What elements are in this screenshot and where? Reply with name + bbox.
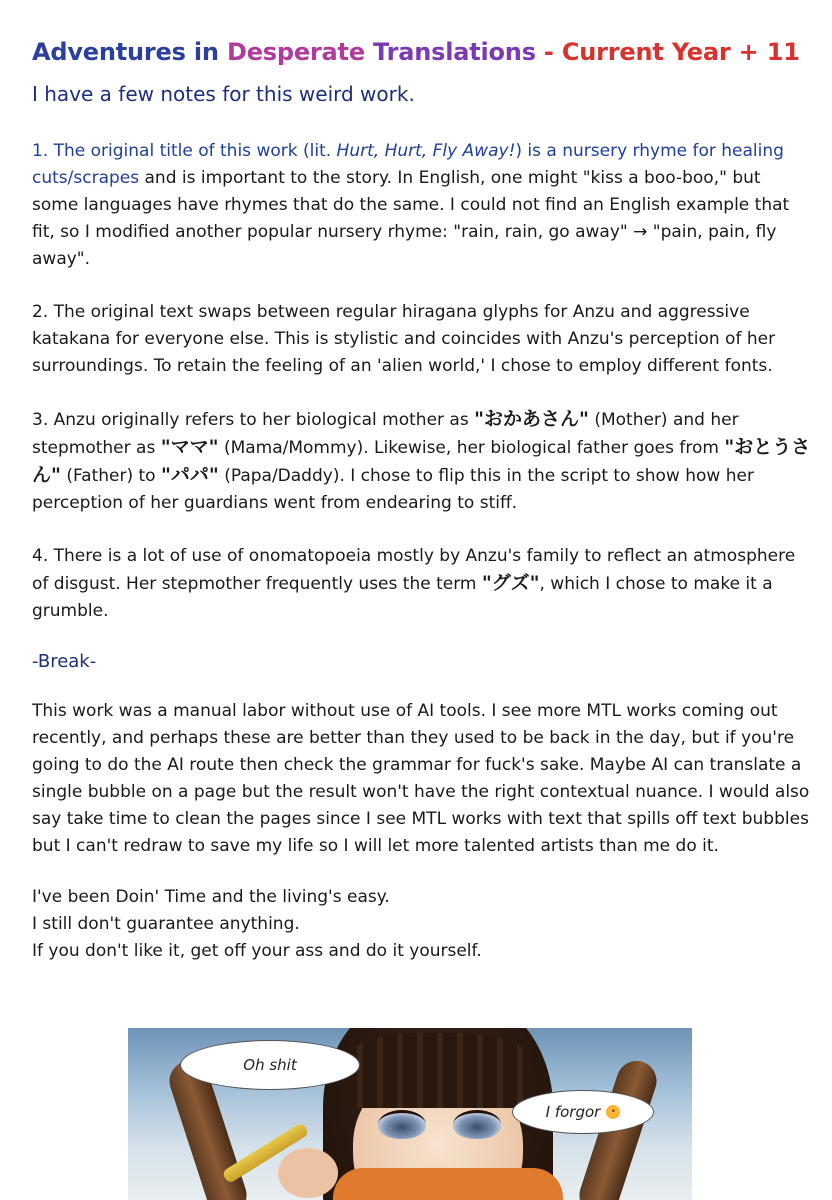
jp-guzu: "グズ" (481, 572, 540, 594)
left-eye (378, 1110, 426, 1139)
translation-notes-page (32, 38, 812, 965)
note-1-mid: ) is a nursery rhyme for (515, 141, 716, 161)
bubble-1-text: Oh shit (243, 1056, 297, 1074)
right-eye (453, 1110, 501, 1139)
jp-otousan: "おとうさん" (32, 436, 811, 486)
signoff-line-1: I've been Doin' Time and the living's easy. (32, 887, 390, 907)
note-4-b: , which I chose to make it a grumble. (32, 574, 773, 621)
note-1 (32, 138, 812, 273)
bangs (343, 1033, 533, 1108)
note-1-lead: 1. The original title of this work (lit. (32, 141, 332, 161)
note-3-d: (Father) to (66, 466, 156, 486)
jp-mama: "ママ" (160, 436, 219, 458)
note-4-a: 4. There is a lot of use of onomatopoeia mostly by Anzu's family to reflect an atmosphere of disgust. Her stepmother frequently uses the term (32, 546, 796, 594)
title-part-in: in (185, 38, 227, 66)
speech-bubble-i-forgor (512, 1090, 654, 1134)
note-3-b: (Mother) and her stepmother as (32, 410, 739, 458)
jp-papa: "パパ" (160, 464, 219, 486)
manga-panel (128, 1028, 692, 1200)
note-2: 2. The original text swaps between regular hiragana glyphs for Anzu and aggressive katakana for everyone else. This is stylistic and coincides with Anzu's perception of her surroundings. To retain the feeling of an 'alien world,' I chose to employ different fonts. (32, 302, 776, 376)
note-1-rest: and is important to the story. In English, one might "kiss a boo-boo," but some languages have rhymes that do the same. I could not find an English example that fit, so I modified another popular nursery rhyme: "rain, rain, go away" → "pain, pain, fly away". (32, 168, 790, 269)
break-label: -Break- (32, 651, 97, 672)
hand (278, 1148, 338, 1198)
title-part-current-year: - Current Year + 11 (535, 38, 800, 66)
ai-paragraph: This work was a manual labor without use of AI tools. I see more MTL works coming out recently, and perhaps these are better than they used to be back in the day, but if you're going to do the AI route then check the grammar for fuck's sake. Maybe AI can translate a single bubble on a page but the result won't have the right contextual nuance. I would also say take time to clean the pages since I see MTL works with text that spills off text bubbles but I can't redraw to save my life so I will let more talented artists than me do it. (32, 701, 810, 856)
page-title (32, 38, 812, 66)
jp-okaasan: "おかあさん" (474, 408, 589, 430)
note-3-a: 3. Anzu originally refers to her biological mother as (32, 410, 469, 430)
bubble-2-text: I forgor (545, 1103, 601, 1121)
speech-bubble-oh-shit (180, 1040, 360, 1090)
note-3-c: (Mama/Mommy). Likewise, her biological father goes from (223, 438, 719, 458)
signoff-line-2: I still don't guarantee anything. (32, 914, 300, 934)
title-part-adventures: Adventures (32, 38, 186, 66)
title-part-translations: Translations (364, 38, 536, 66)
title-part-desperate: Desperate (226, 38, 365, 66)
note-4 (32, 543, 812, 625)
shirt (333, 1168, 563, 1200)
signoff-line-3: If you don't like it, get off your ass and do it yourself. (32, 941, 482, 961)
skull-emoji-icon: • (606, 1105, 620, 1119)
signoff (32, 884, 812, 965)
note-1-title: Hurt, Hurt, Fly Away! (336, 141, 516, 161)
page-subtitle: I have a few notes for this weird work. (32, 82, 415, 106)
note-1-healing: healing cuts/scrapes (32, 141, 784, 188)
note-3 (32, 406, 812, 517)
note-3-e: (Papa/Daddy). I chose to flip this in the script to show how her perception of her guardians went from endearing to stiff. (32, 466, 754, 513)
